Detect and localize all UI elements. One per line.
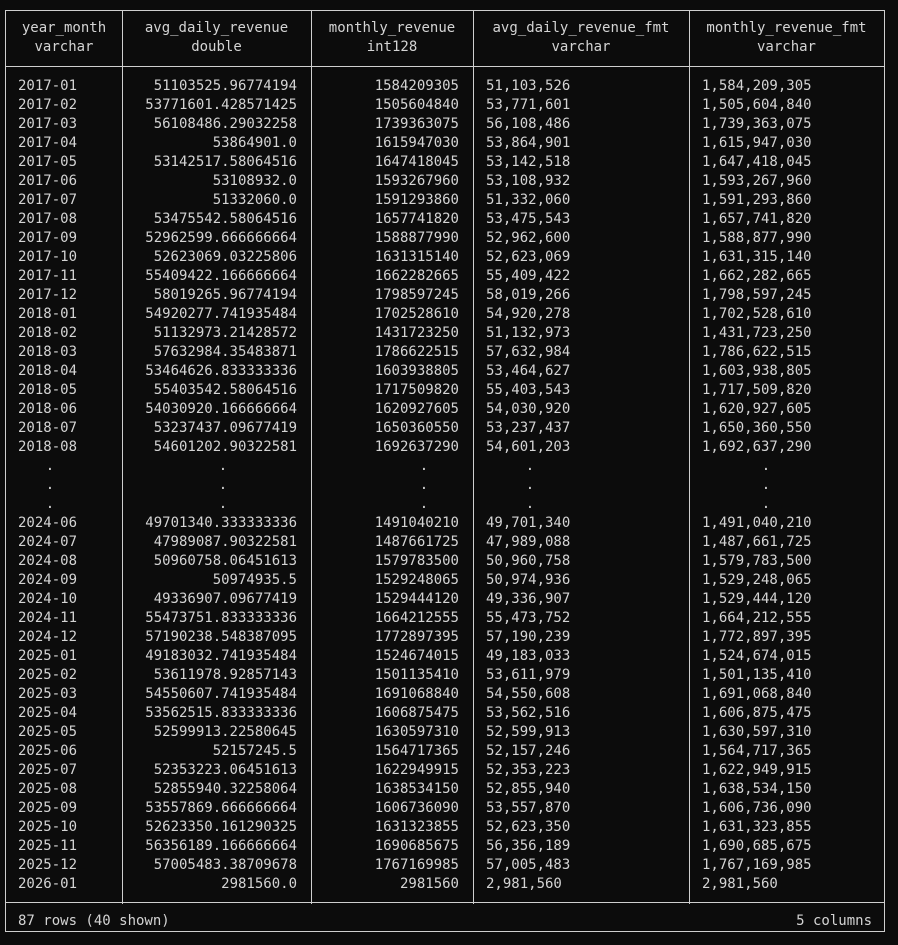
table-cell: 2018-03: [18, 344, 78, 360]
table-cell: 2017-05: [18, 154, 78, 170]
table-row: [6, 305, 884, 324]
table-cell: 2024-09: [18, 572, 78, 588]
table-cell: 1,606,736,090: [702, 800, 812, 816]
table-cell: 1505604840: [374, 97, 459, 113]
table-cell: 2018-01: [18, 306, 78, 322]
table-cell: 57,632,984: [486, 344, 571, 360]
table-row: [6, 96, 884, 115]
table-cell: 1,772,897,395: [702, 629, 812, 645]
table-cell: 1,431,723,250: [702, 325, 812, 341]
table-cell: 53475542.58064516: [153, 211, 297, 227]
table-cell: 57005483.38709678: [153, 857, 297, 873]
table-cell: 52,157,246: [486, 743, 571, 759]
table-cell: 1431723250: [374, 325, 459, 341]
column-type: varchar: [551, 39, 611, 55]
table-row: [6, 343, 884, 362]
table-row: [6, 552, 884, 571]
table-row: [6, 172, 884, 191]
table-cell: 1603938805: [374, 363, 459, 379]
table-cell: 1,690,685,675: [702, 838, 812, 854]
table-cell: 49183032.741935484: [145, 648, 297, 664]
table-cell: 1,579,783,500: [702, 553, 812, 569]
table-cell: 54,601,203: [486, 439, 571, 455]
table-cell: 1501135410: [374, 667, 459, 683]
column-type: double: [191, 39, 242, 55]
table-cell: 53771601.428571425: [145, 97, 297, 113]
table-row: [6, 514, 884, 533]
table-row: [6, 324, 884, 343]
table-cell: 54601202.90322581: [153, 439, 297, 455]
table-cell: 55,473,752: [486, 610, 571, 626]
table-cell: 1529444120: [374, 591, 459, 607]
table-cell: 2017-02: [18, 97, 78, 113]
table-cell: 2017-03: [18, 116, 78, 132]
table-cell: 53,475,543: [486, 211, 571, 227]
table-cell: 55409422.166666664: [145, 268, 297, 284]
table-cell: 1,664,212,555: [702, 610, 812, 626]
table-cell: 1,501,135,410: [702, 667, 812, 683]
table-row: [6, 400, 884, 419]
table-cell: 57,005,483: [486, 857, 571, 873]
ellipsis-row: [6, 476, 884, 495]
table-cell: 1622949915: [374, 762, 459, 778]
table-cell: 53,611,979: [486, 667, 571, 683]
table-row: [6, 77, 884, 96]
ellipsis-dot: .: [761, 477, 771, 493]
table-cell: 2025-12: [18, 857, 78, 873]
table-cell: 2017-01: [18, 78, 78, 94]
ellipsis-dot: .: [218, 496, 228, 512]
table-cell: 2025-04: [18, 705, 78, 721]
result-table: [5, 10, 885, 932]
table-cell: 1702528610: [374, 306, 459, 322]
table-row: [6, 248, 884, 267]
table-cell: 2018-04: [18, 363, 78, 379]
table-cell: 52,855,940: [486, 781, 571, 797]
table-cell: 2024-12: [18, 629, 78, 645]
table-cell: 52157245.5: [212, 743, 297, 759]
column-type: int128: [366, 39, 418, 55]
table-cell: 1584209305: [374, 78, 459, 94]
row-count-summary: 87 rows (40 shown): [18, 913, 170, 929]
table-cell: 2025-06: [18, 743, 78, 759]
column-type: varchar: [34, 39, 94, 55]
table-cell: 1,739,363,075: [702, 116, 812, 132]
table-cell: 1,487,661,725: [702, 534, 812, 550]
table-cell: 57190238.548387095: [145, 629, 297, 645]
table-cell: 1690685675: [374, 838, 459, 854]
table-cell: 51103525.96774194: [153, 78, 297, 94]
column-header-avg-daily-revenue-fmt[interactable]: [473, 19, 689, 57]
table-cell: 56108486.29032258: [153, 116, 297, 132]
table-cell: 50960758.06451613: [153, 553, 297, 569]
table-cell: 1,524,674,015: [702, 648, 812, 664]
table-cell: 53,142,518: [486, 154, 571, 170]
table-cell: 54,030,920: [486, 401, 571, 417]
table-cell: 52623069.03225806: [153, 249, 297, 265]
table-row: [6, 210, 884, 229]
table-cell: 53464626.833333336: [145, 363, 297, 379]
column-header-avg-daily-revenue[interactable]: [122, 19, 311, 57]
table-cell: 1,620,927,605: [702, 401, 812, 417]
table-row: [6, 590, 884, 609]
table-row: [6, 419, 884, 438]
table-cell: 51132973.21428572: [153, 325, 297, 341]
table-cell: 55,409,422: [486, 268, 571, 284]
table-row: [6, 153, 884, 172]
table-cell: 1,662,282,665: [702, 268, 812, 284]
table-cell: 56356189.166666664: [145, 838, 297, 854]
table-cell: 52962599.666666664: [145, 230, 297, 246]
table-cell: 1,630,597,310: [702, 724, 812, 740]
table-cell: 1,647,418,045: [702, 154, 812, 170]
table-cell: 52,623,350: [486, 819, 571, 835]
table-cell: 2024-07: [18, 534, 78, 550]
table-cell: 1529248065: [374, 572, 459, 588]
table-cell: 47989087.90322581: [153, 534, 297, 550]
table-cell: 52,962,600: [486, 230, 571, 246]
table-cell: 2024-10: [18, 591, 78, 607]
table-cell: 51,132,973: [486, 325, 571, 341]
table-cell: 1,529,444,120: [702, 591, 812, 607]
ellipsis-dot: .: [45, 458, 55, 474]
table-cell: 47,989,088: [486, 534, 571, 550]
table-cell: 2981560.0: [221, 876, 297, 892]
table-cell: 1692637290: [374, 439, 459, 455]
table-cell: 53,464,627: [486, 363, 571, 379]
table-cell: 1,564,717,365: [702, 743, 812, 759]
table-cell: 56,356,189: [486, 838, 571, 854]
table-cell: 2025-07: [18, 762, 78, 778]
table-cell: 2024-06: [18, 515, 78, 531]
table-cell: 49701340.333333336: [145, 515, 297, 531]
table-cell: 53557869.666666664: [145, 800, 297, 816]
table-cell: 1591293860: [374, 192, 459, 208]
table-cell: 2018-08: [18, 439, 78, 455]
table-row: [6, 685, 884, 704]
table-cell: 53611978.92857143: [153, 667, 297, 683]
table-row: [6, 818, 884, 837]
table-cell: 52855940.32258064: [153, 781, 297, 797]
table-row: [6, 115, 884, 134]
table-row: [6, 647, 884, 666]
table-cell: 51,332,060: [486, 192, 571, 208]
table-cell: 2018-06: [18, 401, 78, 417]
ellipsis-dot: .: [419, 477, 429, 493]
ellipsis-row: [6, 495, 884, 514]
table-cell: 1,593,267,960: [702, 173, 812, 189]
table-cell: 54,550,608: [486, 686, 571, 702]
table-cell: 56,108,486: [486, 116, 571, 132]
table-cell: 52623350.161290325: [145, 819, 297, 835]
table-cell: 55473751.833333336: [145, 610, 297, 626]
table-cell: 1588877990: [374, 230, 459, 246]
ellipsis-dot: .: [525, 477, 535, 493]
table-cell: 2017-04: [18, 135, 78, 151]
table-cell: 1,505,604,840: [702, 97, 812, 113]
table-cell: 2017-11: [18, 268, 78, 284]
table-cell: 2017-07: [18, 192, 78, 208]
table-cell: 1691068840: [374, 686, 459, 702]
ellipsis-dot: .: [761, 458, 771, 474]
table-cell: 52353223.06451613: [153, 762, 297, 778]
table-cell: 1491040210: [374, 515, 459, 531]
table-cell: 2025-10: [18, 819, 78, 835]
table-cell: 1,591,293,860: [702, 192, 812, 208]
table-cell: 51,103,526: [486, 78, 571, 94]
table-row: [6, 628, 884, 647]
table-cell: 1798597245: [374, 287, 459, 303]
table-cell: 50,974,936: [486, 572, 571, 588]
table-cell: 2018-05: [18, 382, 78, 398]
table-row: [6, 666, 884, 685]
table-row: [6, 799, 884, 818]
table-cell: 1631323855: [374, 819, 459, 835]
table-cell: 53,557,870: [486, 800, 571, 816]
table-cell: 2981560: [399, 876, 459, 892]
table-row: [6, 134, 884, 153]
table-cell: 2025-02: [18, 667, 78, 683]
table-cell: 52,353,223: [486, 762, 571, 778]
table-cell: 1524674015: [374, 648, 459, 664]
table-cell: 1638534150: [374, 781, 459, 797]
table-cell: 52599913.22580645: [153, 724, 297, 740]
table-row: [6, 229, 884, 248]
table-cell: 1,650,360,550: [702, 420, 812, 436]
table-cell: 49336907.09677419: [153, 591, 297, 607]
table-cell: 53,771,601: [486, 97, 571, 113]
header-divider: [6, 66, 884, 67]
column-header-year-month[interactable]: [6, 19, 122, 57]
table-row: [6, 362, 884, 381]
table-cell: 53864901.0: [212, 135, 297, 151]
table-cell: 2,981,560: [486, 876, 562, 892]
table-cell: 1,798,597,245: [702, 287, 812, 303]
table-row: [6, 438, 884, 457]
table-cell: 1606875475: [374, 705, 459, 721]
table-body: [6, 77, 884, 894]
table-cell: 54,920,278: [486, 306, 571, 322]
ellipsis-dot: .: [218, 477, 228, 493]
table-cell: 2017-12: [18, 287, 78, 303]
table-cell: 2017-09: [18, 230, 78, 246]
table-row: [6, 533, 884, 552]
table-cell: 1,638,534,150: [702, 781, 812, 797]
table-cell: 2025-03: [18, 686, 78, 702]
table-cell: 1606736090: [374, 800, 459, 816]
ellipsis-dot: .: [45, 477, 55, 493]
table-cell: 1717509820: [374, 382, 459, 398]
table-cell: 1,786,622,515: [702, 344, 812, 360]
table-cell: 1,691,068,840: [702, 686, 812, 702]
table-row: [6, 267, 884, 286]
table-cell: 2026-01: [18, 876, 78, 892]
table-cell: 1647418045: [374, 154, 459, 170]
table-cell: 1,622,949,915: [702, 762, 812, 778]
table-cell: 1,529,248,065: [702, 572, 812, 588]
table-cell: 1772897395: [374, 629, 459, 645]
table-cell: 1662282665: [374, 268, 459, 284]
table-cell: 1,631,323,855: [702, 819, 812, 835]
table-cell: 1,657,741,820: [702, 211, 812, 227]
table-cell: 55,403,543: [486, 382, 571, 398]
column-name: year_month: [21, 20, 107, 36]
table-row: [6, 191, 884, 210]
ellipsis-dot: .: [45, 496, 55, 512]
table-cell: 2025-08: [18, 781, 78, 797]
table-cell: 1487661725: [374, 534, 459, 550]
table-cell: 1630597310: [374, 724, 459, 740]
table-cell: 1,615,947,030: [702, 135, 812, 151]
table-row: [6, 286, 884, 305]
table-cell: 50974935.5: [212, 572, 297, 588]
table-row: [6, 856, 884, 875]
table-row: [6, 742, 884, 761]
table-cell: 57,190,239: [486, 629, 571, 645]
column-header-monthly-revenue[interactable]: [311, 19, 473, 57]
column-name: monthly_revenue: [328, 20, 456, 36]
table-cell: 50,960,758: [486, 553, 571, 569]
ellipsis-dot: .: [419, 458, 429, 474]
table-cell: 58,019,266: [486, 287, 571, 303]
table-cell: 54550607.741935484: [145, 686, 297, 702]
ellipsis-dot: .: [419, 496, 429, 512]
table-cell: 2025-09: [18, 800, 78, 816]
table-cell: 53,108,932: [486, 173, 571, 189]
table-cell: 53,864,901: [486, 135, 571, 151]
table-cell: 1,606,875,475: [702, 705, 812, 721]
footer-divider: [6, 902, 884, 903]
table-cell: 55403542.58064516: [153, 382, 297, 398]
table-cell: 54030920.166666664: [145, 401, 297, 417]
table-row: [6, 381, 884, 400]
table-cell: 54920277.741935484: [145, 306, 297, 322]
table-cell: 1,584,209,305: [702, 78, 812, 94]
table-row: [6, 780, 884, 799]
table-cell: 53142517.58064516: [153, 154, 297, 170]
table-cell: 49,336,907: [486, 591, 571, 607]
table-cell: 58019265.96774194: [153, 287, 297, 303]
table-cell: 57632984.35483871: [153, 344, 297, 360]
table-cell: 53,237,437: [486, 420, 571, 436]
table-cell: 1593267960: [374, 173, 459, 189]
ellipsis-dot: .: [525, 458, 535, 474]
table-cell: 2,981,560: [702, 876, 778, 892]
table-row: [6, 875, 884, 894]
column-type: varchar: [756, 39, 816, 55]
ellipsis-row: [6, 457, 884, 476]
table-cell: 53108932.0: [212, 173, 297, 189]
table-cell: 53,562,516: [486, 705, 571, 721]
table-cell: 1,588,877,990: [702, 230, 812, 246]
table-cell: 1664212555: [374, 610, 459, 626]
table-cell: 52,599,913: [486, 724, 571, 740]
table-cell: 2018-02: [18, 325, 78, 341]
table-cell: 1,491,040,210: [702, 515, 812, 531]
table-cell: 1650360550: [374, 420, 459, 436]
table-cell: 1,702,528,610: [702, 306, 812, 322]
table-row: [6, 761, 884, 780]
table-cell: 1564717365: [374, 743, 459, 759]
table-cell: 2025-11: [18, 838, 78, 854]
table-cell: 1657741820: [374, 211, 459, 227]
table-cell: 1615947030: [374, 135, 459, 151]
table-row: [6, 571, 884, 590]
column-header-monthly-revenue-fmt[interactable]: [689, 19, 884, 57]
table-cell: 2024-11: [18, 610, 78, 626]
table-row: [6, 609, 884, 628]
column-count-summary: 5 columns: [796, 913, 872, 929]
ellipsis-dot: .: [761, 496, 771, 512]
column-name: monthly_revenue_fmt: [706, 20, 867, 36]
table-cell: 1739363075: [374, 116, 459, 132]
table-cell: 2017-10: [18, 249, 78, 265]
column-name: avg_daily_revenue_fmt: [492, 20, 670, 36]
table-cell: 1,692,637,290: [702, 439, 812, 455]
table-cell: 51332060.0: [212, 192, 297, 208]
table-cell: 2017-08: [18, 211, 78, 227]
table-cell: 2024-08: [18, 553, 78, 569]
table-cell: 2025-05: [18, 724, 78, 740]
table-cell: 1767169985: [374, 857, 459, 873]
table-cell: 49,701,340: [486, 515, 571, 531]
table-cell: 1579783500: [374, 553, 459, 569]
table-cell: 49,183,033: [486, 648, 571, 664]
table-cell: 2017-06: [18, 173, 78, 189]
table-row: [6, 723, 884, 742]
table-cell: 1,767,169,985: [702, 857, 812, 873]
table-cell: 53562515.833333336: [145, 705, 297, 721]
table-cell: 1,603,938,805: [702, 363, 812, 379]
table-row: [6, 837, 884, 856]
table-row: [6, 704, 884, 723]
table-cell: 2018-07: [18, 420, 78, 436]
table-cell: 1620927605: [374, 401, 459, 417]
table-cell: 1631315140: [374, 249, 459, 265]
table-cell: 52,623,069: [486, 249, 571, 265]
table-cell: 1786622515: [374, 344, 459, 360]
column-name: avg_daily_revenue: [144, 20, 289, 36]
table-cell: 1,717,509,820: [702, 382, 812, 398]
table-cell: 1,631,315,140: [702, 249, 812, 265]
ellipsis-dot: .: [525, 496, 535, 512]
ellipsis-dot: .: [218, 458, 228, 474]
table-cell: 53237437.09677419: [153, 420, 297, 436]
table-cell: 2025-01: [18, 648, 78, 664]
